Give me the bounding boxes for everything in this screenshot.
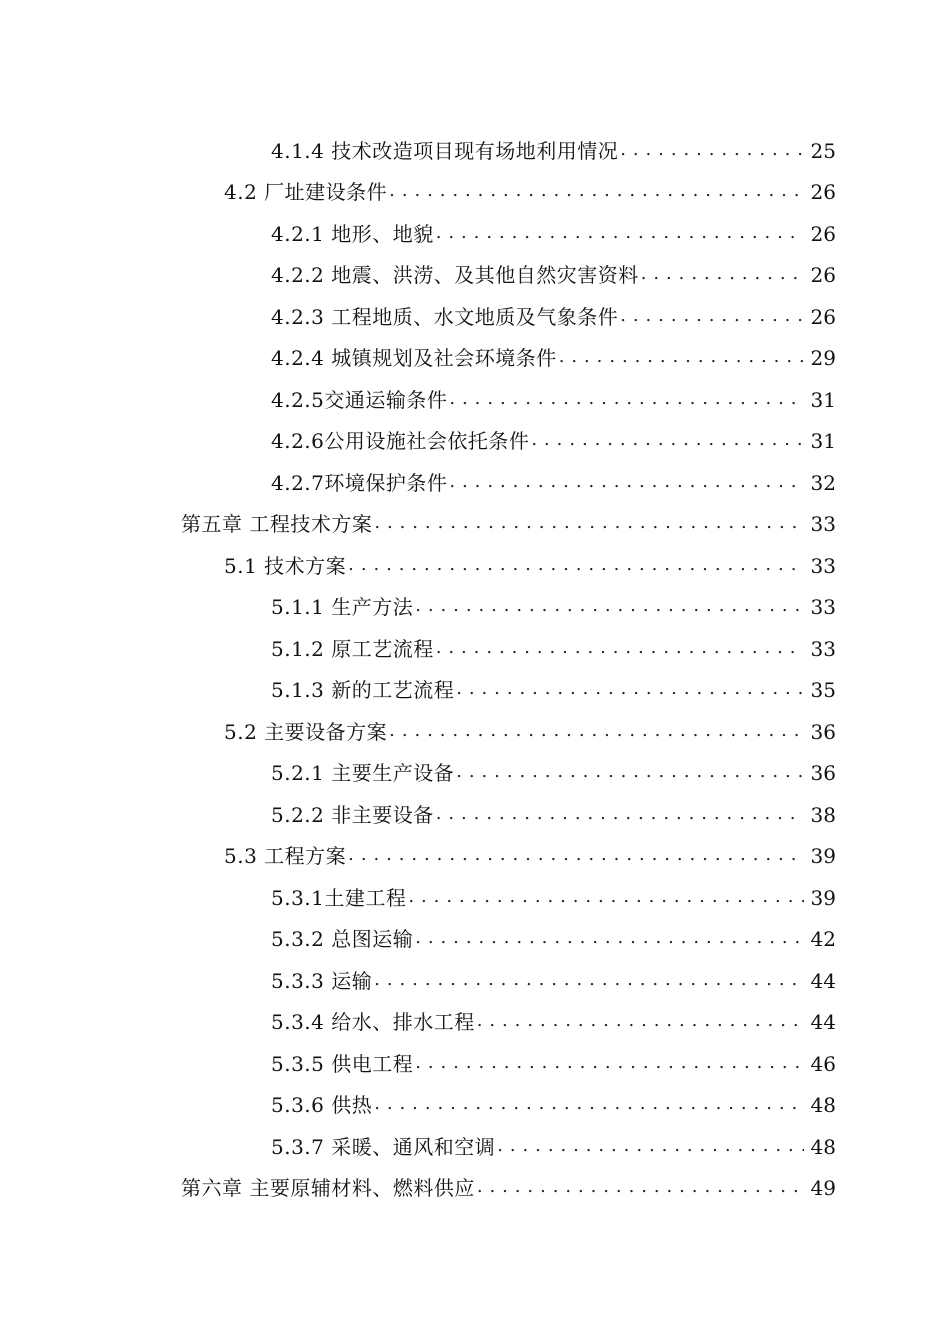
toc-dot-leader bbox=[374, 971, 804, 991]
toc-dot-leader bbox=[620, 307, 804, 327]
toc-dot-leader bbox=[374, 514, 804, 534]
toc-page-number: 38 bbox=[810, 802, 836, 827]
toc-entry-4-2-3[interactable] bbox=[0, 296, 950, 338]
toc-entry-label: 5.3 工程方案 bbox=[224, 844, 347, 869]
toc-entry-4-2[interactable] bbox=[0, 172, 950, 214]
toc-dot-leader bbox=[531, 431, 804, 451]
toc-entry-label: 5.3.7 采暖、通风和空调 bbox=[271, 1134, 496, 1159]
toc-dot-leader bbox=[456, 680, 804, 700]
toc-entry-label: 第五章 工程技术方案 bbox=[181, 512, 373, 537]
toc-dot-leader bbox=[436, 224, 804, 244]
toc-entry-label: 4.2.4 城镇规划及社会环境条件 bbox=[271, 346, 557, 371]
toc-page-number: 39 bbox=[810, 844, 836, 869]
toc-entry-label: 4.2.5交通运输条件 bbox=[271, 387, 448, 412]
toc-entry-5-3-7[interactable] bbox=[0, 1126, 950, 1168]
toc-page-number: 32 bbox=[810, 470, 836, 495]
toc-page-number: 44 bbox=[810, 968, 836, 993]
toc-dot-leader bbox=[559, 348, 804, 368]
toc-page-number: 26 bbox=[810, 263, 836, 288]
toc-entry-4-2-6[interactable] bbox=[0, 421, 950, 463]
toc-entry-5-2-1[interactable] bbox=[0, 753, 950, 795]
toc-dot-leader bbox=[374, 1095, 804, 1115]
toc-page-number: 42 bbox=[810, 927, 836, 952]
toc-entry-5-3-1[interactable] bbox=[0, 877, 950, 919]
toc-entry-label: 5.2.1 主要生产设备 bbox=[271, 761, 455, 786]
toc-page-number: 31 bbox=[810, 387, 836, 412]
toc-page-number: 26 bbox=[810, 221, 836, 246]
toc-entry-4-2-4[interactable] bbox=[0, 338, 950, 380]
toc-dot-leader bbox=[415, 1054, 804, 1074]
toc-entry-label: 5.3.5 供电工程 bbox=[271, 1051, 414, 1076]
toc-entry-label: 5.2.2 非主要设备 bbox=[271, 802, 434, 827]
toc-page-number: 36 bbox=[810, 761, 836, 786]
table-of-contents bbox=[0, 130, 950, 1209]
toc-dot-leader bbox=[348, 846, 804, 866]
toc-page-number: 44 bbox=[810, 1010, 836, 1035]
toc-entry-label: 5.3.4 给水、排水工程 bbox=[271, 1010, 475, 1035]
toc-entry-5-3-5[interactable] bbox=[0, 1043, 950, 1085]
toc-dot-leader bbox=[436, 805, 804, 825]
toc-entry-5-2-2[interactable] bbox=[0, 794, 950, 836]
toc-page-number: 26 bbox=[810, 180, 836, 205]
toc-entry-5-1-2[interactable] bbox=[0, 628, 950, 670]
toc-entry-chapter-5[interactable] bbox=[0, 504, 950, 546]
toc-dot-leader bbox=[389, 182, 804, 202]
toc-page-number: 26 bbox=[810, 304, 836, 329]
toc-page-number: 49 bbox=[810, 1176, 836, 1201]
toc-page-number: 25 bbox=[810, 138, 836, 163]
toc-entry-label: 4.2.6公用设施社会依托条件 bbox=[271, 429, 530, 454]
toc-entry-label: 5.3.3 运输 bbox=[271, 968, 373, 993]
toc-dot-leader bbox=[449, 390, 804, 410]
toc-dot-leader bbox=[477, 1012, 804, 1032]
toc-entry-label: 4.2.3 工程地质、水文地质及气象条件 bbox=[271, 304, 619, 329]
toc-page-number: 46 bbox=[810, 1051, 836, 1076]
toc-entry-label: 4.2.7环境保护条件 bbox=[271, 470, 448, 495]
toc-entry-label: 5.1.3 新的工艺流程 bbox=[271, 678, 455, 703]
toc-dot-leader bbox=[497, 1137, 804, 1157]
toc-page-number: 48 bbox=[810, 1093, 836, 1118]
toc-dot-leader bbox=[436, 639, 804, 659]
toc-dot-leader bbox=[389, 722, 804, 742]
toc-entry-5-1-1[interactable] bbox=[0, 587, 950, 629]
toc-dot-leader bbox=[477, 1178, 804, 1198]
toc-entry-4-1-4[interactable] bbox=[0, 130, 950, 172]
toc-page-number: 39 bbox=[810, 885, 836, 910]
toc-entry-5-3-4[interactable] bbox=[0, 1002, 950, 1044]
toc-entry-5-1[interactable] bbox=[0, 545, 950, 587]
toc-entry-chapter-6[interactable] bbox=[0, 1168, 950, 1210]
toc-entry-label: 4.1.4 技术改造项目现有场地利用情况 bbox=[271, 138, 619, 163]
toc-entry-label: 5.3.6 供热 bbox=[271, 1093, 373, 1118]
toc-entry-label: 5.1.2 原工艺流程 bbox=[271, 636, 434, 661]
toc-page-number: 36 bbox=[810, 719, 836, 744]
toc-dot-leader bbox=[641, 265, 804, 285]
toc-entry-5-3-3[interactable] bbox=[0, 960, 950, 1002]
toc-entry-label: 4.2.2 地震、洪涝、及其他自然灾害资料 bbox=[271, 263, 639, 288]
toc-entry-4-2-5[interactable] bbox=[0, 379, 950, 421]
toc-entry-5-3[interactable] bbox=[0, 836, 950, 878]
toc-dot-leader bbox=[449, 473, 804, 493]
toc-entry-label: 4.2 厂址建设条件 bbox=[224, 180, 388, 205]
toc-entry-label: 5.1 技术方案 bbox=[224, 553, 347, 578]
toc-dot-leader bbox=[456, 763, 804, 783]
toc-entry-5-1-3[interactable] bbox=[0, 670, 950, 712]
toc-entry-label: 5.1.1 生产方法 bbox=[271, 595, 414, 620]
toc-entry-label: 5.2 主要设备方案 bbox=[224, 719, 388, 744]
toc-page-number: 35 bbox=[810, 678, 836, 703]
toc-page-number: 29 bbox=[810, 346, 836, 371]
toc-dot-leader bbox=[620, 141, 804, 161]
toc-entry-5-2[interactable] bbox=[0, 711, 950, 753]
toc-entry-4-2-2[interactable] bbox=[0, 255, 950, 297]
toc-page-number: 33 bbox=[810, 595, 836, 620]
toc-dot-leader bbox=[415, 929, 804, 949]
toc-dot-leader bbox=[415, 597, 804, 617]
toc-entry-4-2-7[interactable] bbox=[0, 462, 950, 504]
toc-page-number: 31 bbox=[810, 429, 836, 454]
toc-entry-5-3-2[interactable] bbox=[0, 919, 950, 961]
toc-entry-label: 5.3.2 总图运输 bbox=[271, 927, 414, 952]
toc-entry-label: 5.3.1土建工程 bbox=[271, 885, 407, 910]
toc-page-number: 33 bbox=[810, 636, 836, 661]
toc-entry-5-3-6[interactable] bbox=[0, 1085, 950, 1127]
toc-entry-label: 第六章 主要原辅材料、燃料供应 bbox=[181, 1176, 475, 1201]
toc-dot-leader bbox=[408, 888, 804, 908]
toc-page-number: 33 bbox=[810, 512, 836, 537]
toc-dot-leader bbox=[348, 556, 804, 576]
toc-entry-4-2-1[interactable] bbox=[0, 213, 950, 255]
toc-page-number: 33 bbox=[810, 553, 836, 578]
toc-entry-label: 4.2.1 地形、地貌 bbox=[271, 221, 434, 246]
toc-page-number: 48 bbox=[810, 1134, 836, 1159]
